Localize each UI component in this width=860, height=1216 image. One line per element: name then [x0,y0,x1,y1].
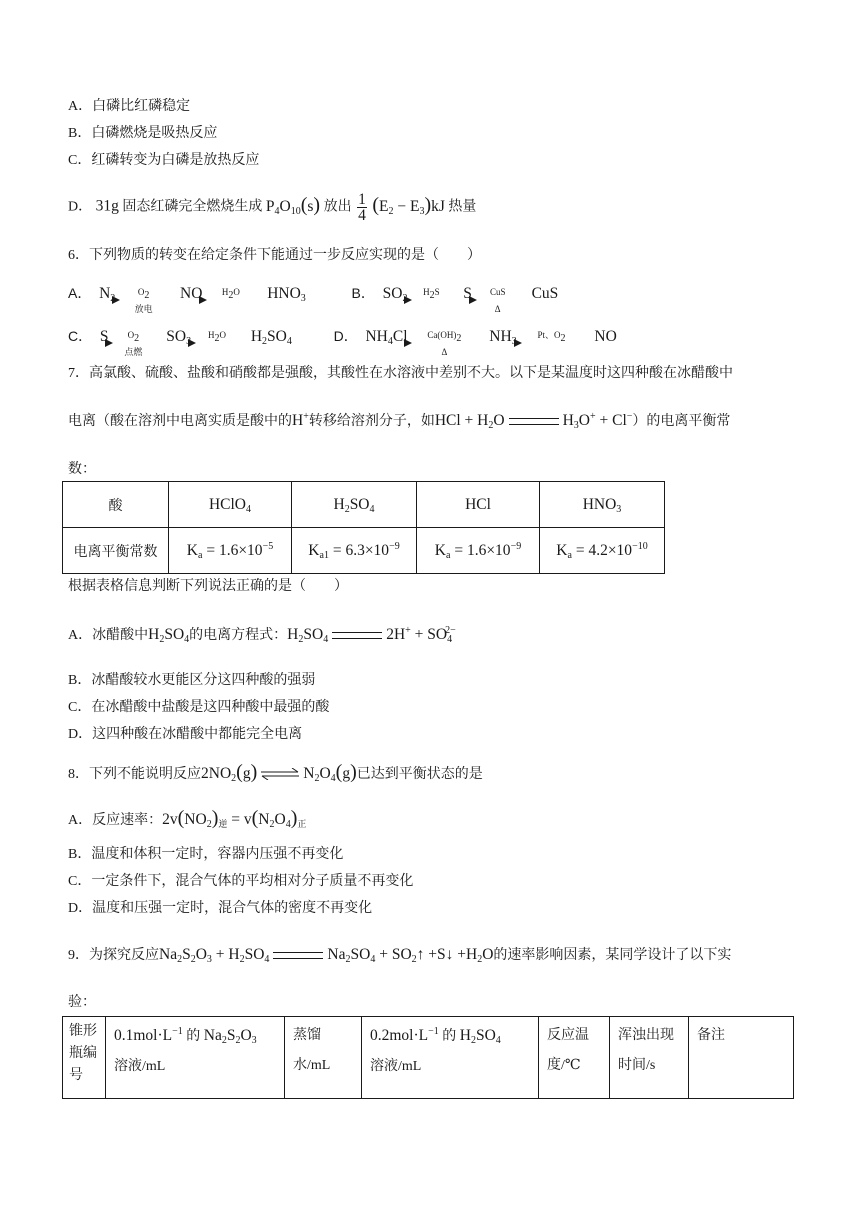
col-h2so4: $0.2mol\cdot L^{-1}$ 的 $H_2SO_4$ 溶液/mL [362,1017,539,1099]
q8-option-a: A．反应速率：$2v(NO_2)_逆 = v(N_2O_4)_正$ [68,807,307,830]
col-na2s2o3: $0.1mol\cdot L^{-1}$ 的 $Na_2S_2O_3$ 溶液/mL [106,1017,285,1099]
q5-option-b: B．白磷燃烧是吸热反应 [68,126,218,141]
q8-option-c: C．一定条件下，混合气体的平均相对分子质量不再变化 [68,874,414,889]
q6-stem: 6．下列物质的转变在给定条件下能通过一步反应实现的是（ ） [68,248,481,263]
table-header-hno3: $HNO_3$ [540,482,665,528]
q5-d-fraction: $\frac{1}{4}$ [358,191,366,224]
table-header-h2so4: $H_2SO_4$ [292,482,417,528]
q5-d-mid: 固态红磷完全燃烧生成 [122,199,263,215]
q7-stem-line3: 数： [68,462,96,477]
q8-stem: 8．下列不能说明反应$2NO_2(g)$ $N_2O_4(g)$已达到平衡状态的是 [68,761,483,784]
q6-b-label: B． [351,285,375,301]
q7-question: 根据表格信息判断下列说法正确的是（ ） [68,579,348,594]
q7-stem-line2: 电离（酸在溶剂中电离实质是酸中的H+转移给溶剂分子，如HCl + $H_2O$ $H_3O^+ + Cl^-$）的电离平衡常 [68,411,731,431]
col-temperature: 反应温度/℃ [539,1017,610,1099]
q5-d-energy: $(E_2 - E_3)kJ$ [372,193,445,217]
q6-options-cd: C． S $O_2$ 点燃 $SO_3$ $H_2O$ $H_2SO_4$ D． $NH_4Cl$ $Ca(OH)_2$ Δ $NH_3$ Pt、$O_2$ NO [68,328,617,358]
q5-option-a: A．白磷比红磷稳定 [68,99,191,114]
experiment-table [62,1016,794,1099]
table-header-hclo4: HClO$_4$ [169,482,292,528]
table-cell-ka: $K_a = 4.2\times 10^{-10}$ [540,528,665,574]
q7-stem-line1: 7．高氯酸、硫酸、盐酸和硝酸都是强酸，其酸性在水溶液中差别不大。以下是某温度时这四种酸在冰醋酸中 [68,366,733,381]
q6-a-label: A． [68,285,92,301]
col-water: 蒸馏水/mL [285,1017,362,1099]
q6-c-label: C． [68,328,93,344]
table-cell-ka: $K_a = 1.6\times 10^{-9}$ [417,528,540,574]
table-header-acid: 酸 [63,482,169,528]
q7-option-d: D．这四种酸在冰醋酸中都能完全电离 [68,727,303,742]
q9-stem-line2: 验： [68,995,96,1010]
q5-d-suffix: 热量 [448,199,477,215]
table-row-label: 电离平衡常数 [63,528,169,574]
q7-option-c: C．在冰醋酸中盐酸是这四种酸中最强的酸 [68,700,330,715]
table-header-hcl: HCl [417,482,540,528]
q6-d-label: D． [333,328,358,344]
q5-option-c: C．红磷转变为白磷是放热反应 [68,153,260,168]
q5-d-formula: $P_4O_{10}(s)$ [265,193,321,217]
table-cell-ka: $K_{a1} = 6.3\times 10^{-9}$ [292,528,417,574]
col-remarks: 备注 [689,1017,794,1099]
reversible-arrow-icon [260,768,300,780]
q6-options-ab: A． $N_2$ $O_2$ 放电 NO $H_2O$ $HNO_3$ B． $SO_2$ $H_2S$ S CuS Δ CuS [68,285,559,315]
q7-option-a: A．冰醋酸中$H_2SO_4$的电离方程式：$H_2SO_4$ $2H^+ + SO_4^{2-}$ [68,625,456,645]
q5-option-d: D． 31g 固态红磷完全燃烧生成 $P_4O_{10}(s)$ 放出 $\frac{1}{4}$ $(E_2 - E_3)kJ$ 热量 [68,191,477,224]
q5-d-mass: 31g [95,197,119,215]
q7-option-b: B．冰醋酸较水更能区分这四种酸的强弱 [68,673,316,688]
table-cell-ka: $K_a = 1.6\times 10^{-5}$ [169,528,292,574]
q5-d-label: D． [68,199,93,215]
q8-option-b: B．温度和体积一定时，容器内压强不再变化 [68,847,344,862]
col-turbidity-time: 浑浊出现时间/s [610,1017,689,1099]
q9-stem: 9．为探究反应$Na_2S_2O_3 + H_2SO_4$ $Na_2SO_4$ + $SO_2↑$ +S↓ $+H_2O$的速率影响因素，某同学设计了以下实 [68,946,732,965]
q8-option-d: D．温度和压强一定时，混合气体的密度不再变化 [68,901,373,916]
acid-constants-table [62,481,665,574]
col-flask-number: 锥形瓶编号 [63,1017,106,1099]
